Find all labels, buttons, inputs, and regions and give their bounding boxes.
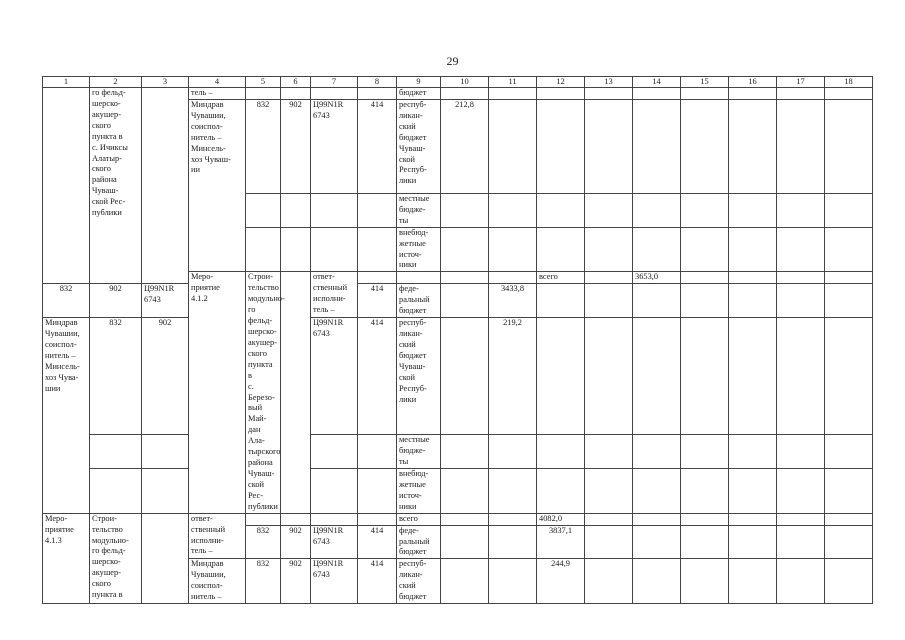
empty-cell [777, 227, 825, 272]
empty-cell [633, 99, 681, 193]
col-3-header: 3 [142, 77, 189, 88]
empty-cell [537, 318, 585, 435]
empty-cell [441, 284, 489, 318]
fund-source-cell: респуб- ликан- ский бюджет Чуваш- ской Респуб- лики [397, 99, 441, 193]
empty-cell [90, 468, 142, 513]
empty-cell [246, 513, 281, 525]
col-9-header: 9 [397, 77, 441, 88]
empty-cell [246, 88, 281, 100]
col-1-header: 1 [43, 77, 90, 88]
fund-source-cell: местные бюдже- ты [397, 435, 441, 469]
empty-cell [729, 272, 777, 284]
empty-cell [441, 525, 489, 559]
empty-cell [825, 525, 873, 559]
empty-cell [681, 99, 729, 193]
empty-cell [311, 88, 358, 100]
empty-cell [729, 513, 777, 525]
value-cell: 3837,1 [537, 525, 585, 559]
empty-cell [681, 88, 729, 100]
empty-cell [537, 284, 585, 318]
empty-cell [681, 272, 729, 284]
code-type-cell: 414 [358, 559, 397, 604]
empty-cell [633, 88, 681, 100]
empty-cell [537, 227, 585, 272]
empty-cell [777, 468, 825, 513]
empty-cell [633, 284, 681, 318]
fund-source-cell: всего [537, 272, 585, 284]
executor-cell: Миндрав Чувашии, соиспол- нитель – [189, 559, 246, 604]
empty-cell [681, 318, 729, 435]
col-5-header: 5 [246, 77, 281, 88]
empty-cell [281, 272, 311, 513]
empty-cell [633, 193, 681, 227]
empty-cell [585, 193, 633, 227]
col-18-header: 18 [825, 77, 873, 88]
code-dept-cell: 902 [90, 284, 142, 318]
empty-cell [489, 525, 537, 559]
executor-cell: ответ- ственный исполни- тель – [311, 272, 358, 318]
empty-cell [777, 284, 825, 318]
fund-source-cell: местные бюдже- ты [397, 193, 441, 227]
code-gp-cell: 832 [43, 284, 90, 318]
empty-cell [311, 193, 358, 227]
empty-cell [281, 88, 311, 100]
table-row [43, 284, 873, 318]
col-15-header: 15 [681, 77, 729, 88]
empty-cell [585, 559, 633, 604]
empty-cell [489, 272, 537, 284]
empty-cell [681, 227, 729, 272]
code-gp-cell: 832 [90, 318, 142, 435]
empty-cell [825, 318, 873, 435]
col-17-header: 17 [777, 77, 825, 88]
empty-cell [825, 193, 873, 227]
empty-cell [729, 318, 777, 435]
empty-cell [311, 227, 358, 272]
empty-cell [633, 435, 681, 469]
empty-cell [489, 88, 537, 100]
empty-cell [633, 468, 681, 513]
empty-cell [281, 513, 311, 525]
empty-cell [825, 272, 873, 284]
event-cell [43, 88, 90, 284]
fund-source-cell: бюджет [397, 88, 441, 100]
empty-cell [825, 435, 873, 469]
empty-cell [537, 468, 585, 513]
empty-cell [537, 99, 585, 193]
empty-cell [633, 227, 681, 272]
empty-cell [142, 435, 189, 469]
code-type-cell: 414 [358, 318, 397, 435]
table-row [43, 88, 873, 100]
col-13-header: 13 [585, 77, 633, 88]
empty-cell [729, 284, 777, 318]
empty-cell [681, 284, 729, 318]
empty-cell [825, 559, 873, 604]
code-gp-cell: 832 [246, 99, 281, 193]
code-target-cell: Ц99N1R 6743 [142, 284, 189, 318]
empty-cell [825, 99, 873, 193]
fund-source-cell: феде- ральный бюджет [397, 525, 441, 559]
empty-cell [358, 227, 397, 272]
empty-cell [825, 227, 873, 272]
empty-cell [441, 559, 489, 604]
empty-cell [489, 99, 537, 193]
empty-cell [489, 468, 537, 513]
empty-cell [441, 227, 489, 272]
empty-cell [311, 513, 358, 525]
empty-cell [489, 435, 537, 469]
table-row [43, 318, 873, 435]
empty-cell [142, 88, 189, 284]
empty-cell [777, 88, 825, 100]
empty-cell [825, 513, 873, 525]
empty-cell [441, 513, 489, 525]
empty-cell [681, 468, 729, 513]
empty-cell [777, 525, 825, 559]
col-11-header: 11 [489, 77, 537, 88]
empty-cell [489, 193, 537, 227]
empty-cell [729, 559, 777, 604]
empty-cell [441, 468, 489, 513]
header-row [43, 77, 873, 88]
empty-cell [358, 435, 397, 469]
col-8-header: 8 [358, 77, 397, 88]
empty-cell [441, 272, 489, 284]
empty-cell [281, 227, 311, 272]
empty-cell [633, 513, 681, 525]
project-name-cell: го фельд- шерско- акушер- ского пункта в с. Ичиксы Алатыр- ского района Чуваш- ской Рес- публики [90, 88, 142, 284]
event-cell: Меро- приятие 4.1.2 [189, 272, 246, 513]
col-10-header: 10 [441, 77, 489, 88]
event-cell: Меро- приятие 4.1.3 [43, 513, 90, 604]
empty-cell [633, 318, 681, 435]
code-type-cell: 414 [358, 525, 397, 559]
project-name-cell: Строи- тельство модульно- го фельд- шерско- акушер- ского пункта в [90, 513, 142, 604]
empty-cell [777, 559, 825, 604]
value-cell: 4082,0 [537, 513, 585, 525]
code-target-cell: Ц99N1R 6743 [311, 525, 358, 559]
empty-cell [681, 525, 729, 559]
empty-cell [681, 513, 729, 525]
fund-source-cell: всего [397, 513, 441, 525]
empty-cell [311, 435, 358, 469]
empty-cell [729, 468, 777, 513]
empty-cell [358, 193, 397, 227]
empty-cell [281, 193, 311, 227]
code-type-cell: 414 [358, 284, 397, 318]
code-dept-cell: 902 [281, 99, 311, 193]
empty-cell [729, 227, 777, 272]
fund-source-cell: респуб- ликан- ский бюджет Чуваш- ской Респуб- лики [397, 318, 441, 435]
empty-cell [358, 272, 397, 284]
value-cell: 3433,8 [489, 284, 537, 318]
empty-cell [441, 193, 489, 227]
empty-cell [358, 513, 397, 525]
empty-cell [681, 193, 729, 227]
fund-source-cell: внебюд- жетные источ- ники [397, 227, 441, 272]
empty-cell [729, 193, 777, 227]
code-dept-cell: 902 [142, 318, 189, 435]
value-cell: 244,9 [537, 559, 585, 604]
empty-cell [825, 88, 873, 100]
col-16-header: 16 [729, 77, 777, 88]
empty-cell [585, 318, 633, 435]
fund-source-cell: внебюд- жетные источ- ники [397, 468, 441, 513]
empty-cell [633, 525, 681, 559]
empty-cell [777, 435, 825, 469]
empty-cell [681, 559, 729, 604]
empty-cell [358, 468, 397, 513]
budget-table [42, 76, 873, 604]
col-7-header: 7 [311, 77, 358, 88]
code-gp-cell: 832 [246, 559, 281, 604]
value-cell: 212,8 [441, 99, 489, 193]
empty-cell [90, 435, 142, 469]
empty-cell [777, 513, 825, 525]
empty-cell [585, 513, 633, 525]
empty-cell [142, 468, 189, 513]
empty-cell [537, 193, 585, 227]
value-cell: 3653,0 [633, 272, 681, 284]
empty-cell [585, 435, 633, 469]
code-target-cell: Ц99N1R 6743 [311, 99, 358, 193]
executor-tail-cell: тель – [189, 88, 246, 100]
empty-cell [585, 88, 633, 100]
empty-cell [777, 99, 825, 193]
page-number: 29 [446, 54, 459, 68]
code-dept-cell: 902 [281, 525, 311, 559]
empty-cell [633, 559, 681, 604]
fund-source-cell: феде- ральный бюджет [397, 284, 441, 318]
empty-cell [537, 435, 585, 469]
empty-cell [585, 99, 633, 193]
empty-cell [729, 435, 777, 469]
empty-cell [441, 435, 489, 469]
empty-cell [681, 435, 729, 469]
col-2-header: 2 [90, 77, 142, 88]
empty-cell [825, 468, 873, 513]
empty-cell [585, 468, 633, 513]
empty-cell [777, 272, 825, 284]
executor-cell: ответ- ственный исполни- тель – [189, 513, 246, 559]
empty-cell [585, 525, 633, 559]
code-type-cell: 414 [358, 99, 397, 193]
col-6-header: 6 [281, 77, 311, 88]
col-14-header: 14 [633, 77, 681, 88]
value-cell: 219,2 [489, 318, 537, 435]
col-12-header: 12 [537, 77, 585, 88]
empty-cell [537, 88, 585, 100]
empty-cell [311, 468, 358, 513]
code-target-cell: Ц99N1R 6743 [311, 318, 358, 435]
executor-cell: Миндрав Чувашии, соиспол- нитель – Минсель- хоз Чуваш- ии [189, 99, 246, 271]
empty-cell [777, 318, 825, 435]
code-target-cell: Ц99N1R 6743 [311, 559, 358, 604]
empty-cell [142, 513, 189, 604]
empty-cell [585, 272, 633, 284]
executor-cell: Миндрав Чувашии, соиспол- нитель – Минсель- хоз Чува- шии [43, 318, 90, 514]
empty-cell [729, 88, 777, 100]
col-4-header: 4 [189, 77, 246, 88]
code-dept-cell: 902 [281, 559, 311, 604]
empty-cell [585, 227, 633, 272]
empty-cell [489, 559, 537, 604]
empty-cell [246, 227, 281, 272]
empty-cell [441, 318, 489, 435]
code-gp-cell: 832 [246, 525, 281, 559]
empty-cell [246, 193, 281, 227]
empty-cell [358, 88, 397, 100]
table-row [43, 468, 873, 513]
project-name-cell: Строи- тельство модульно- го фельд- шерско- акушер- ского пункта в с. Березо- вый Май- дан Ала- тырского района Чуваш- ской Рес- публики [246, 272, 281, 513]
empty-cell [489, 227, 537, 272]
empty-cell [397, 272, 441, 284]
table-row [43, 435, 873, 469]
empty-cell [825, 284, 873, 318]
empty-cell [777, 193, 825, 227]
empty-cell [585, 284, 633, 318]
fund-source-cell: респуб- ликан- ский бюджет [397, 559, 441, 604]
empty-cell [441, 88, 489, 100]
table-row [43, 513, 873, 525]
empty-cell [729, 99, 777, 193]
empty-cell [729, 525, 777, 559]
empty-cell [489, 513, 537, 525]
